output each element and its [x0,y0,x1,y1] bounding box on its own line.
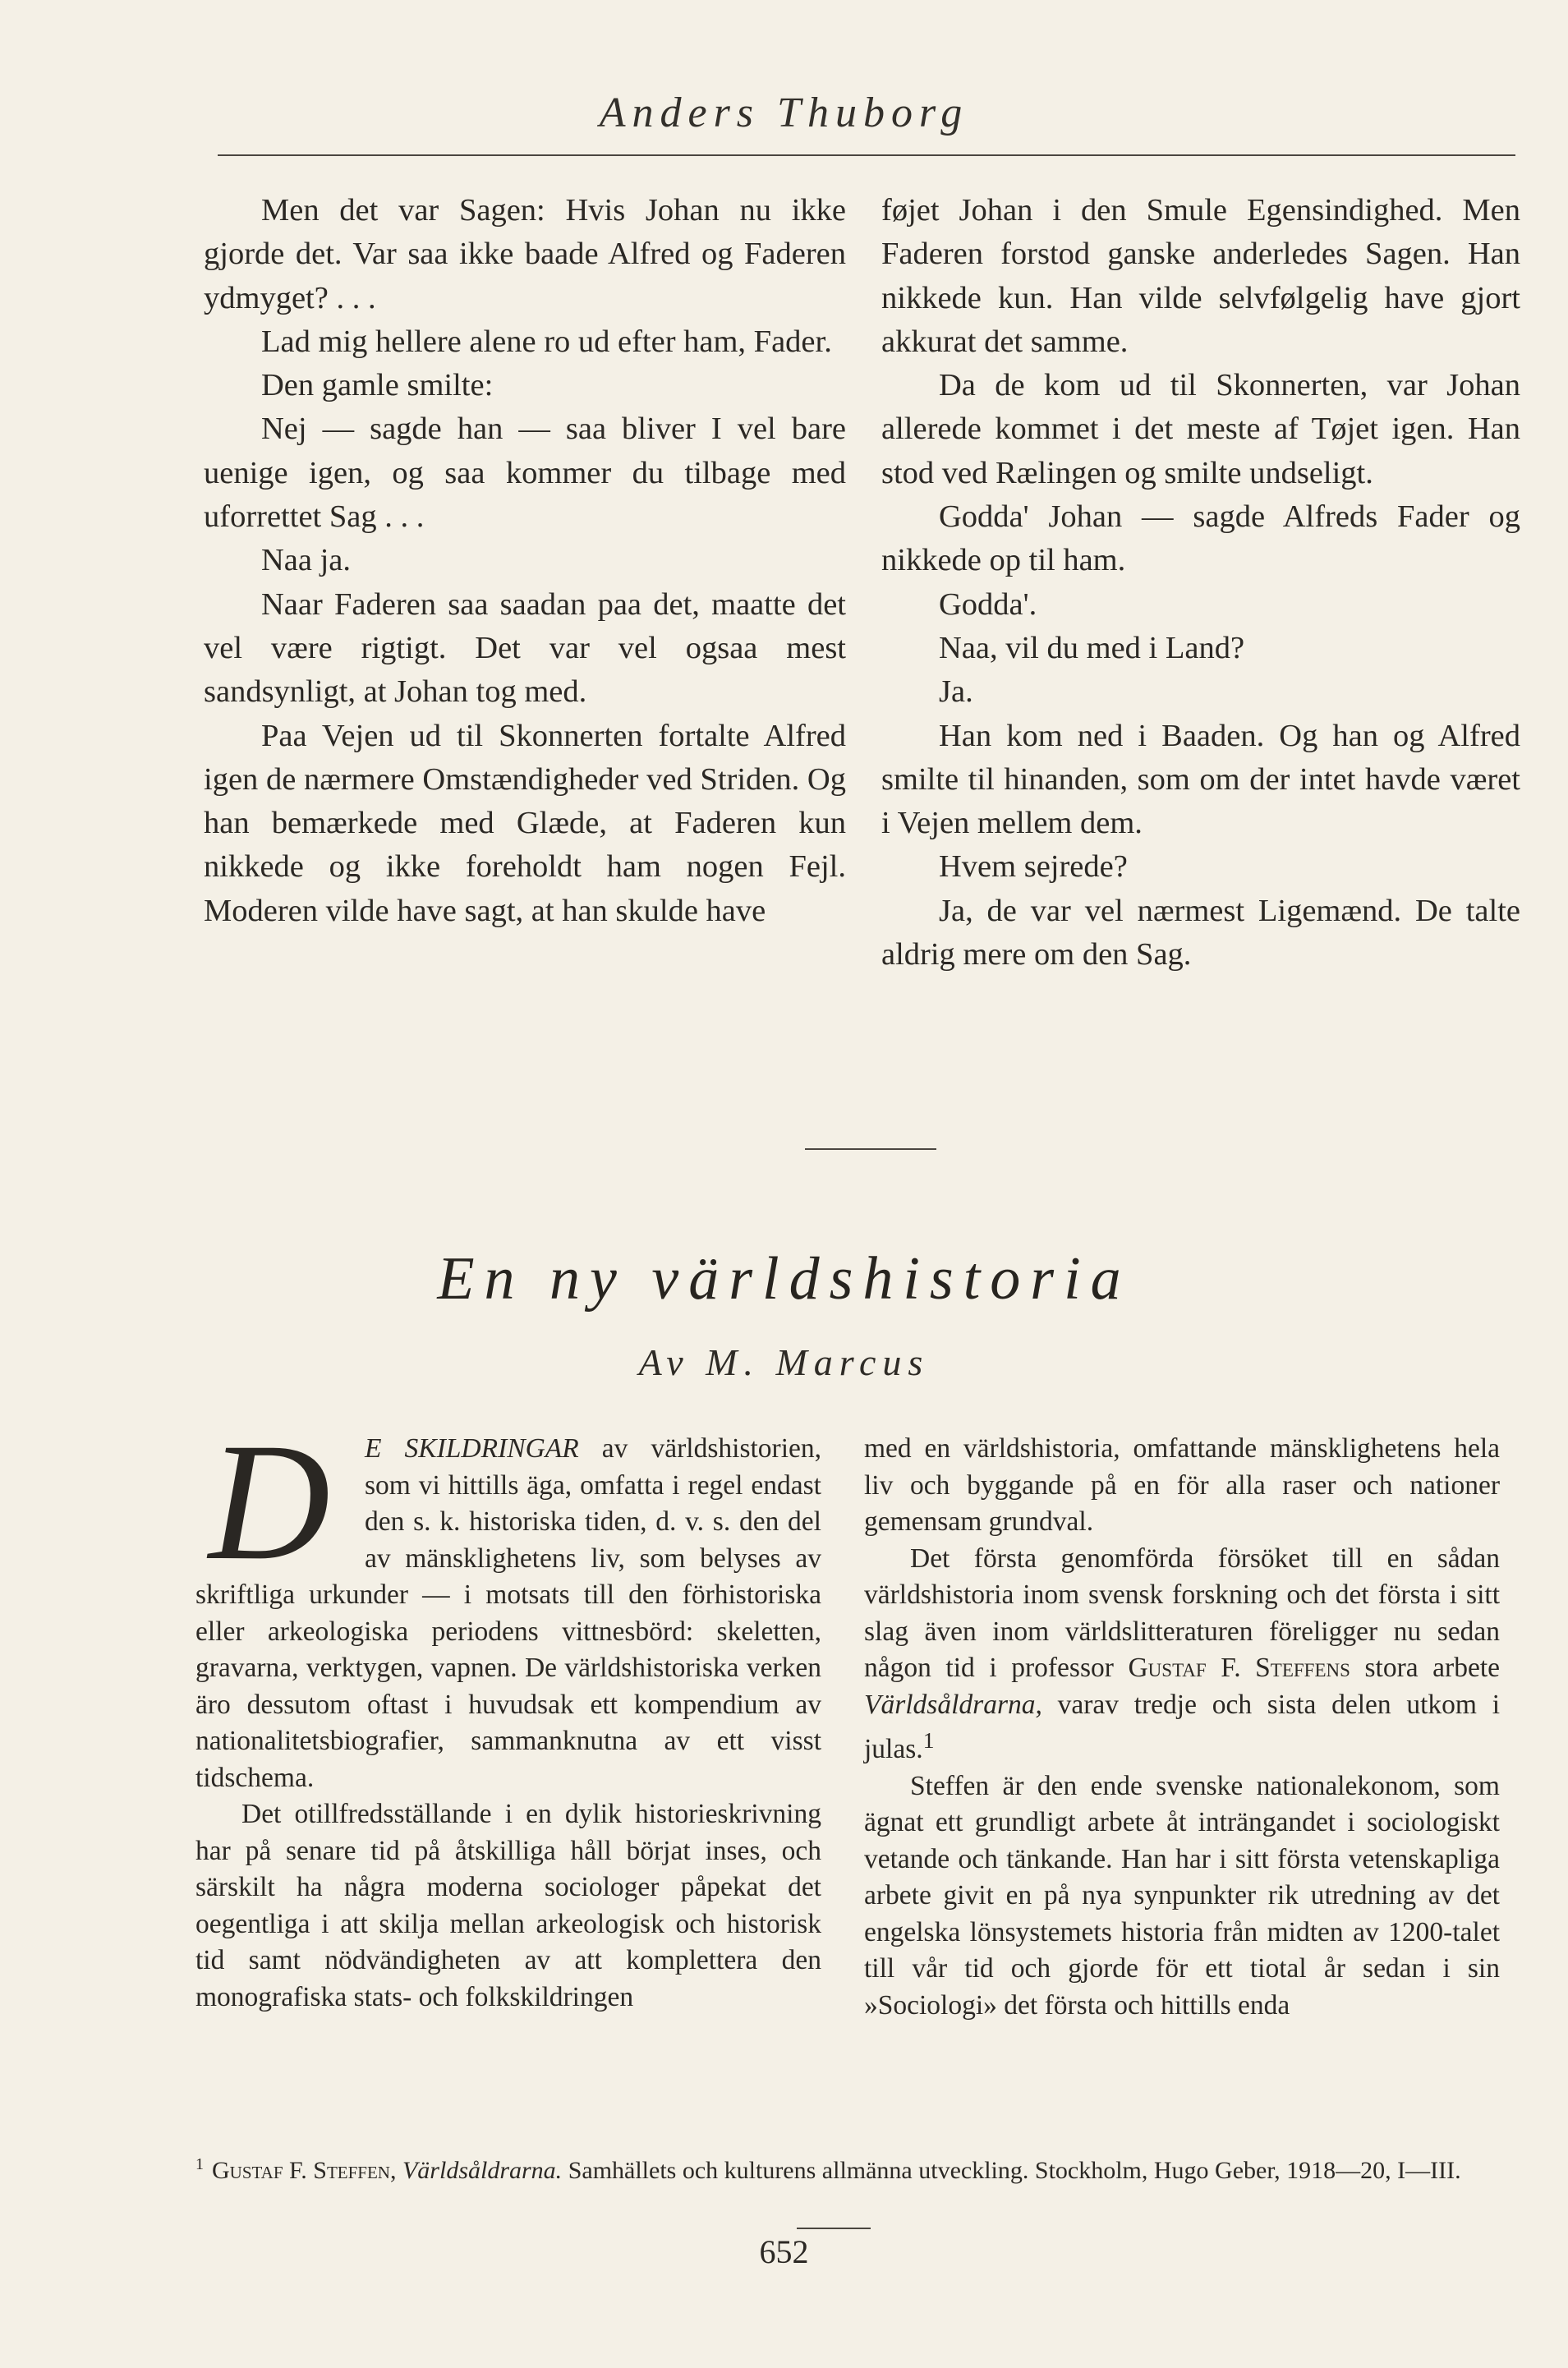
story-paragraph: Godda' Johan — sagde Alfreds Fader og nikkede op til ham. [881,499,1520,578]
story-paragraph: Paa Vejen ud til Skonnerten fortalte Alfred igen de nærmere Omstændigheder ved Striden. Og han bemærkede med Glæde, at Faderen kun nikkede og ikke foreholdt ham nogen Fejl. Moderen vilde have sagt, at han skulde have [204,718,846,928]
paragraph-text: stora arbete [1350,1653,1500,1683]
story-paragraph: Naa ja. [261,543,352,578]
article-paragraph [864,1541,1500,1768]
story-paragraph: føjet Johan i den Smule Egensindighed. Men Faderen forstod ganske anderledes Sagen. Han nikkede kun. Han vilde selvfølgelig have gjort akkurat det samme. [881,193,1520,359]
story-paragraph: Naa, vil du med i Land? [939,630,1245,665]
footnote-reference[interactable]: 1 [922,1728,935,1754]
author-name: Gustaf F. Steffens [1128,1653,1350,1683]
story-paragraph: Da de kom ud til Skonnerten, var Johan allerede kommet i det meste af Tøjet igen. Han stod ved Rælingen og smilte undseligt. [881,368,1520,490]
drop-cap: D [208,1409,331,1595]
lead-in-text: E SKILDRINGAR [365,1433,579,1464]
page-number: 652 [759,2233,809,2270]
lead-paragraph-text: av världshistorien, som vi hittills äga, omfatta i regel endast den s. k. historiska tiden, d. v. s. den del av mänsklighetens liv, som belyses av skriftliga urkunder — i motsats till den förhistoriska eller arkeologiska periodens vittnesbörd: skeletten, gravarna, verktygen, vapnen. De världshistoriska verken äro dessutom oftast i huvudsak ett kompendium av nationalitetsbiografier, sammanknutna av ett visst tidschema. [195,1433,821,1793]
story-left-column [204,189,846,933]
article-paragraph: Steffen är den ende svenske nationalekonom, som ägnat ett grundligt arbete åt inträngandet i sociologiskt vetande och tänkande. Han har i sitt första vetenskapliga arbete givit en på nya synpunkter rik utredning av det engelska lönsystemets historia från midten av 1200-talet till vår tid och gjorde för ett tiotal år sedan i sin »Sociologi» det första och hittills enda [864,1770,1500,2021]
story-paragraph: Naar Faderen saa saadan paa det, maatte det vel være rigtigt. Det var vel ogsaa mest sandsynligt, at Johan tog med. [204,586,846,710]
story-paragraph: Nej — sagde han — saa bliver I vel bare uenige igen, og saa kommer du tilbage med uforrettet Sag . . . [204,412,846,535]
paragraph-text: varav tredje och sista delen utkom i julas. [864,1689,1500,1765]
story-paragraph: Ja. [939,674,973,710]
story-paragraph: Hvem sejrede? [939,849,1128,885]
footnote [195,2147,1500,2188]
article-left-column [195,1409,821,2016]
story-paragraph: Men det var Sagen: Hvis Johan nu ikke gjorde det. Var saa ikke baade Alfred og Faderen ydmyget? . . . [204,193,846,315]
footnote-text: Samhällets och kulturens allmänna utveckling. Stockholm, Hugo Geber, 1918—20, I—III. [562,2157,1461,2184]
story-paragraph: Godda'. [939,586,1037,622]
story-paragraph: Ja, de var vel nærmest Ligemænd. De talte aldrig mere om den Sag. [881,893,1520,972]
running-head: Anders Thuborg [599,90,969,136]
article-paragraph: med en världshistoria, omfattande mänsklighetens hela liv och byggande på en för alla raser och nationer gemensam grundval. [864,1433,1500,1537]
story-right-column [881,189,1520,977]
work-title: Världsåldrarna, [864,1689,1042,1720]
footnote-mark: 1 [195,2155,204,2173]
page-number-rule [797,2228,871,2229]
header-rule [218,154,1515,156]
footnote-work: Världsåldrarna. [402,2157,563,2184]
story-paragraph: Den gamle smilte: [261,368,494,403]
story-paragraph: Lad mig hellere alene ro ud efter ham, Fader. [261,324,832,359]
story-paragraph: Han kom ned i Baaden. Og han og Alfred smilte til hinanden, som om der intet havde været i Vejen mellem dem. [881,718,1520,841]
article-paragraph: Det otillfredsställande i en dylik historieskrivning har på senare tid på åtskilliga håll börjat inses, och särskilt ha några moderna sociologer påpekat det oegentliga i att skilja mellan arkeologisk och historisk tid samt nödvändigheten av att komplettera den monografiska stats- och folkskildringen [195,1799,821,2012]
paragraph-text: Det första genomförda försöket till en sådan världshistoria inom svensk forskning och det första i sitt slag även inom världslitteraturen föreligger nu sedan någon tid i professor [864,1543,1500,1683]
article-lead-paragraph [195,1409,821,1796]
article-title: En ny världshistoria [437,1245,1131,1313]
footnote-author: Gustaf F. Steffen, [212,2157,397,2184]
article-byline: Av M. Marcus [638,1341,930,1383]
section-divider [805,1148,936,1150]
article-right-column [864,1431,1500,2024]
